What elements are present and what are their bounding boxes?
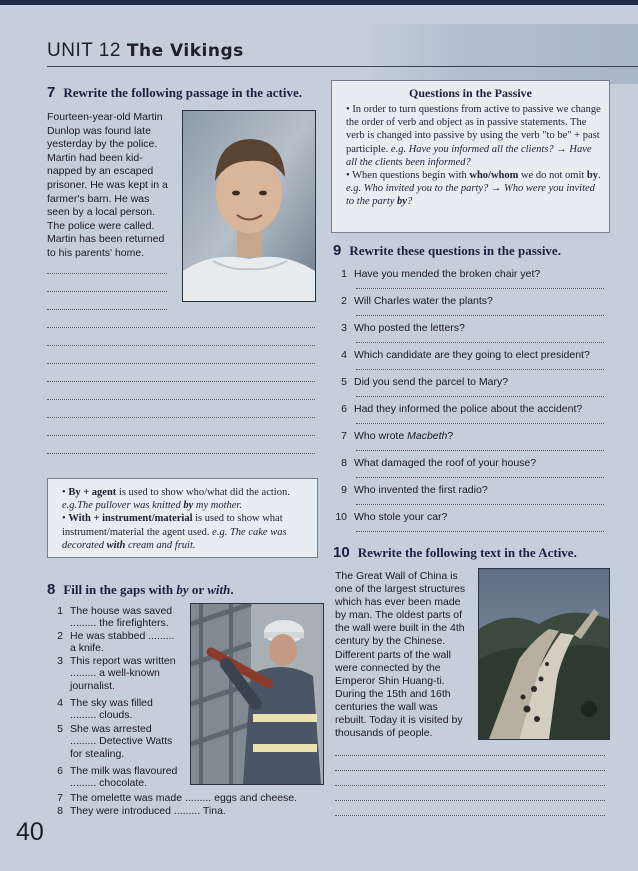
passive-rule-2-term: who/whom	[469, 170, 519, 182]
question-number: 4	[341, 349, 347, 361]
gap-text: for stealing.	[70, 747, 125, 760]
answer-line[interactable]	[47, 326, 315, 328]
faded-header-decoration	[360, 24, 638, 84]
answer-line[interactable]	[356, 449, 604, 451]
answer-line[interactable]	[47, 362, 315, 364]
question-item	[325, 511, 447, 524]
passive-rule-1: • In order to turn questions from active to passive we change the order of verb and object as in passive statements. The verb is changed into passive by using the verb "to be" + past participle. e.g. Have you informed all the clients? → Have all the clients been informed?	[346, 104, 601, 168]
passage-line: The police were called.	[47, 219, 155, 232]
instrument-rule-text: is used to show what instrument/material the agent used.	[62, 513, 283, 538]
passage-line: seen by a local person.	[47, 206, 155, 219]
passage-line: rebuilt. Today it is visited by	[335, 714, 463, 727]
question-number: 3	[341, 322, 347, 334]
gap-text: ......... chocolate.	[70, 777, 148, 790]
passive-rule-2-example-end: ?	[406, 196, 413, 208]
question-item	[325, 430, 453, 443]
answer-line[interactable]	[335, 754, 605, 756]
gap-number: 5	[57, 723, 63, 735]
ex8-instruction-with: with	[207, 582, 231, 597]
passage-line: yesterday by the police.	[47, 138, 158, 151]
question-item	[325, 322, 465, 335]
top-border	[0, 0, 638, 5]
question-item	[325, 295, 493, 308]
instrument-rule-example-bold: with	[106, 539, 126, 551]
passage-line: the wall were built in the 4th	[335, 622, 465, 635]
ex8-instruction-or: or	[188, 582, 208, 597]
passage-line: Dunlop was found late	[47, 124, 151, 137]
gap-item-3	[47, 655, 187, 692]
agent-rule-box	[47, 478, 318, 558]
gap-number: 7	[57, 792, 63, 804]
question-item	[325, 268, 540, 281]
passive-rule-2-text-c: .	[598, 170, 601, 182]
gap-text: The omelette was made ......... eggs and cheese.	[70, 792, 298, 804]
gap-number: 4	[57, 697, 63, 709]
gap-text: They were introduced ......... Tina.	[70, 805, 226, 817]
ex10-heading	[333, 544, 577, 561]
gap-item-4	[47, 697, 187, 722]
great-wall-photo	[478, 568, 610, 740]
passage-line: prisoner. He was kept in a	[47, 178, 168, 191]
answer-line[interactable]	[356, 314, 604, 316]
ex8-instruction-by: by	[176, 582, 189, 597]
unit-heading	[47, 40, 244, 62]
answer-line[interactable]	[335, 814, 605, 816]
agent-rule: • By + agent is used to show who/what did the action. e.g.The pullover was knitted by my mother.	[62, 487, 290, 512]
gap-text: She was arrested	[70, 723, 152, 735]
passage-line: Martin has been returned	[47, 233, 165, 246]
ex7-instruction: Rewrite the following passage in the active.	[63, 85, 303, 100]
passage-line: century by the Chinese.	[335, 635, 446, 648]
gap-text: This report was written	[70, 655, 176, 667]
answer-line[interactable]	[47, 434, 315, 436]
question-text: Did you send the parcel to Mary?	[354, 376, 509, 388]
answer-line[interactable]	[356, 368, 604, 370]
question-text: Will Charles water the plants?	[354, 295, 493, 307]
gap-number: 1	[57, 605, 63, 617]
question-item	[325, 457, 536, 470]
ex8-instruction: Fill in the gaps with	[63, 582, 177, 597]
passage-line: napped by an escaped	[47, 165, 154, 178]
question-text: Had they informed the police about the accident?	[354, 403, 583, 415]
gap-text: ......... clouds.	[70, 709, 133, 722]
answer-line[interactable]	[356, 503, 604, 505]
gap-text: a knife.	[70, 642, 104, 655]
ex9-heading	[333, 242, 561, 259]
ex9-instruction: Rewrite these questions in the passive.	[349, 243, 561, 258]
gap-text: ......... the firefighters.	[70, 617, 169, 630]
gap-item-2	[47, 630, 187, 655]
gap-number: 6	[57, 765, 63, 777]
question-item	[325, 376, 508, 389]
passive-rule-2-text-b: we do not omit	[518, 170, 587, 182]
answer-line[interactable]	[356, 395, 604, 397]
boy-photo	[182, 110, 316, 302]
passage-line: were connected by the	[335, 661, 441, 674]
unit-label: UNIT 12	[47, 40, 121, 61]
passive-rule-2-example: e.g. Who invited you to the party? → Who were you invited to the party	[346, 183, 595, 208]
ex7-passage	[47, 111, 182, 261]
passive-rule-2-example-bold: by	[397, 196, 407, 208]
answer-line[interactable]	[335, 799, 605, 801]
passage-line: Emperor Shin Huang-ti.	[335, 674, 445, 687]
ex8-instruction-end: .	[230, 582, 234, 597]
instrument-rule-term: With + instrument/material	[68, 513, 193, 525]
gap-item-8	[47, 805, 327, 817]
gap-item-5	[47, 723, 187, 760]
passage-line: thousands of people.	[335, 727, 433, 740]
ex10-passage	[335, 570, 475, 740]
passage-line: one of the largest structures	[335, 583, 466, 596]
ex8-heading	[47, 581, 234, 598]
gap-text: journalist.	[70, 679, 115, 692]
answer-line[interactable]	[47, 344, 315, 346]
gap-text: ......... a well-known	[70, 667, 160, 680]
passage-line: During the 15th and 16th	[335, 687, 451, 700]
passive-rule-1-example: e.g. Have you informed all the clients? → Have all the clients been informed?	[346, 143, 592, 168]
question-text: Who wrote	[354, 430, 408, 442]
unit-title: The Vikings	[126, 41, 244, 61]
passage-line: The Great Wall of China is	[335, 570, 458, 582]
answer-line[interactable]	[356, 476, 604, 478]
gap-text: He was stabbed .........	[70, 630, 175, 642]
question-text-end: ?	[447, 430, 454, 442]
question-text: What damaged the roof of your house?	[354, 457, 537, 469]
passage-line: by man. The oldest parts of	[335, 609, 463, 622]
header-rule	[47, 66, 638, 67]
question-text: Who invented the first radio?	[354, 484, 488, 496]
instrument-rule: • With + instrument/material is used to show what instrument/material the agent used. e.g. The cake was decorated with cream and fruit.	[62, 513, 287, 551]
passage-line: centuries the wall was	[335, 700, 438, 713]
question-number: 6	[341, 403, 347, 415]
answer-line[interactable]	[356, 422, 604, 424]
gap-text: The house was saved	[70, 605, 173, 617]
answer-line[interactable]	[47, 272, 167, 274]
agent-rule-term: By + agent	[68, 487, 117, 498]
answer-line[interactable]	[335, 784, 605, 786]
answer-line[interactable]	[47, 380, 315, 382]
ex7-number: 7	[47, 84, 56, 101]
answer-line[interactable]	[356, 341, 604, 343]
passive-rule-1-text: In order to turn questions from active to passive we change the order of verb and object as in passive statements. The verb is changed into passive by using the verb "to be" + past participle.	[346, 104, 601, 155]
passage-line: farmer's barn. He was	[47, 192, 150, 205]
passage-line: Fourteen-year-old Martin	[47, 111, 163, 123]
agent-rule-example-end: my mother.	[193, 500, 242, 512]
gap-text: The milk was flavoured	[70, 765, 178, 777]
question-number: 1	[341, 268, 347, 280]
answer-line[interactable]	[47, 416, 315, 418]
answer-line[interactable]	[356, 530, 604, 532]
gap-item-6	[47, 765, 187, 790]
gap-number: 8	[57, 805, 63, 817]
question-number: 8	[341, 457, 347, 469]
agent-rule-example: e.g.The pullover was knitted	[62, 500, 184, 512]
instrument-rule-example-end: cream and fruit.	[125, 539, 196, 551]
instrument-rule-example: e.g. The cake was decorated	[62, 526, 287, 551]
passive-questions-box	[331, 80, 610, 233]
question-item	[325, 349, 590, 362]
gap-item-7	[47, 792, 327, 804]
gap-item-1	[47, 605, 187, 630]
gap-text: ......... Detective Watts	[70, 735, 173, 748]
question-text: Which candidate are they going to elect president?	[354, 349, 590, 361]
agent-rule-example-bold: by	[183, 500, 194, 512]
passage-line: which has ever been made	[335, 596, 461, 609]
ex10-number: 10	[333, 544, 350, 561]
question-text: Have you mended the broken chair yet?	[354, 268, 541, 280]
ex9-number: 9	[333, 242, 342, 259]
ex10-instruction: Rewrite the following text in the Active.	[357, 545, 577, 560]
question-number: 7	[341, 430, 347, 442]
question-number: 5	[341, 376, 347, 388]
passive-rule-2-term-by: by	[586, 170, 599, 182]
passive-box-title: Questions in the Passive	[408, 86, 532, 100]
question-text: Who posted the letters?	[354, 322, 465, 334]
question-item	[325, 484, 488, 497]
ex8-number: 8	[47, 581, 56, 598]
gap-number: 2	[57, 630, 63, 642]
agent-rule-text: is used to show who/what did the action.	[116, 487, 290, 498]
gap-text: The sky was filled	[70, 697, 153, 709]
answer-line[interactable]	[47, 398, 315, 400]
passive-rule-2: • When questions begin with who/whom we do not omit by. e.g. Who invited you to the party? → Who were you invited to the party by?	[346, 170, 601, 208]
passive-rule-2-text: When questions begin with	[352, 170, 470, 182]
question-item	[325, 403, 582, 416]
passage-line: Martin had been kid-	[47, 151, 143, 164]
page-number: 40	[16, 818, 44, 846]
ex7-heading	[47, 84, 302, 101]
passage-line: Different parts of the wall	[335, 648, 451, 661]
question-text-title: Macbeth	[407, 430, 448, 442]
gap-number: 3	[57, 655, 63, 667]
question-number: 2	[341, 295, 347, 307]
firefighter-photo	[190, 603, 324, 785]
answer-line[interactable]	[335, 769, 605, 771]
passage-line: to his parents' home.	[47, 246, 145, 259]
question-text: Who stole your car?	[354, 511, 448, 523]
question-number: 9	[341, 484, 347, 496]
answer-line[interactable]	[47, 308, 167, 310]
answer-line[interactable]	[47, 452, 315, 454]
answer-line[interactable]	[356, 287, 604, 289]
answer-line[interactable]	[47, 290, 167, 292]
question-number: 10	[335, 511, 347, 523]
